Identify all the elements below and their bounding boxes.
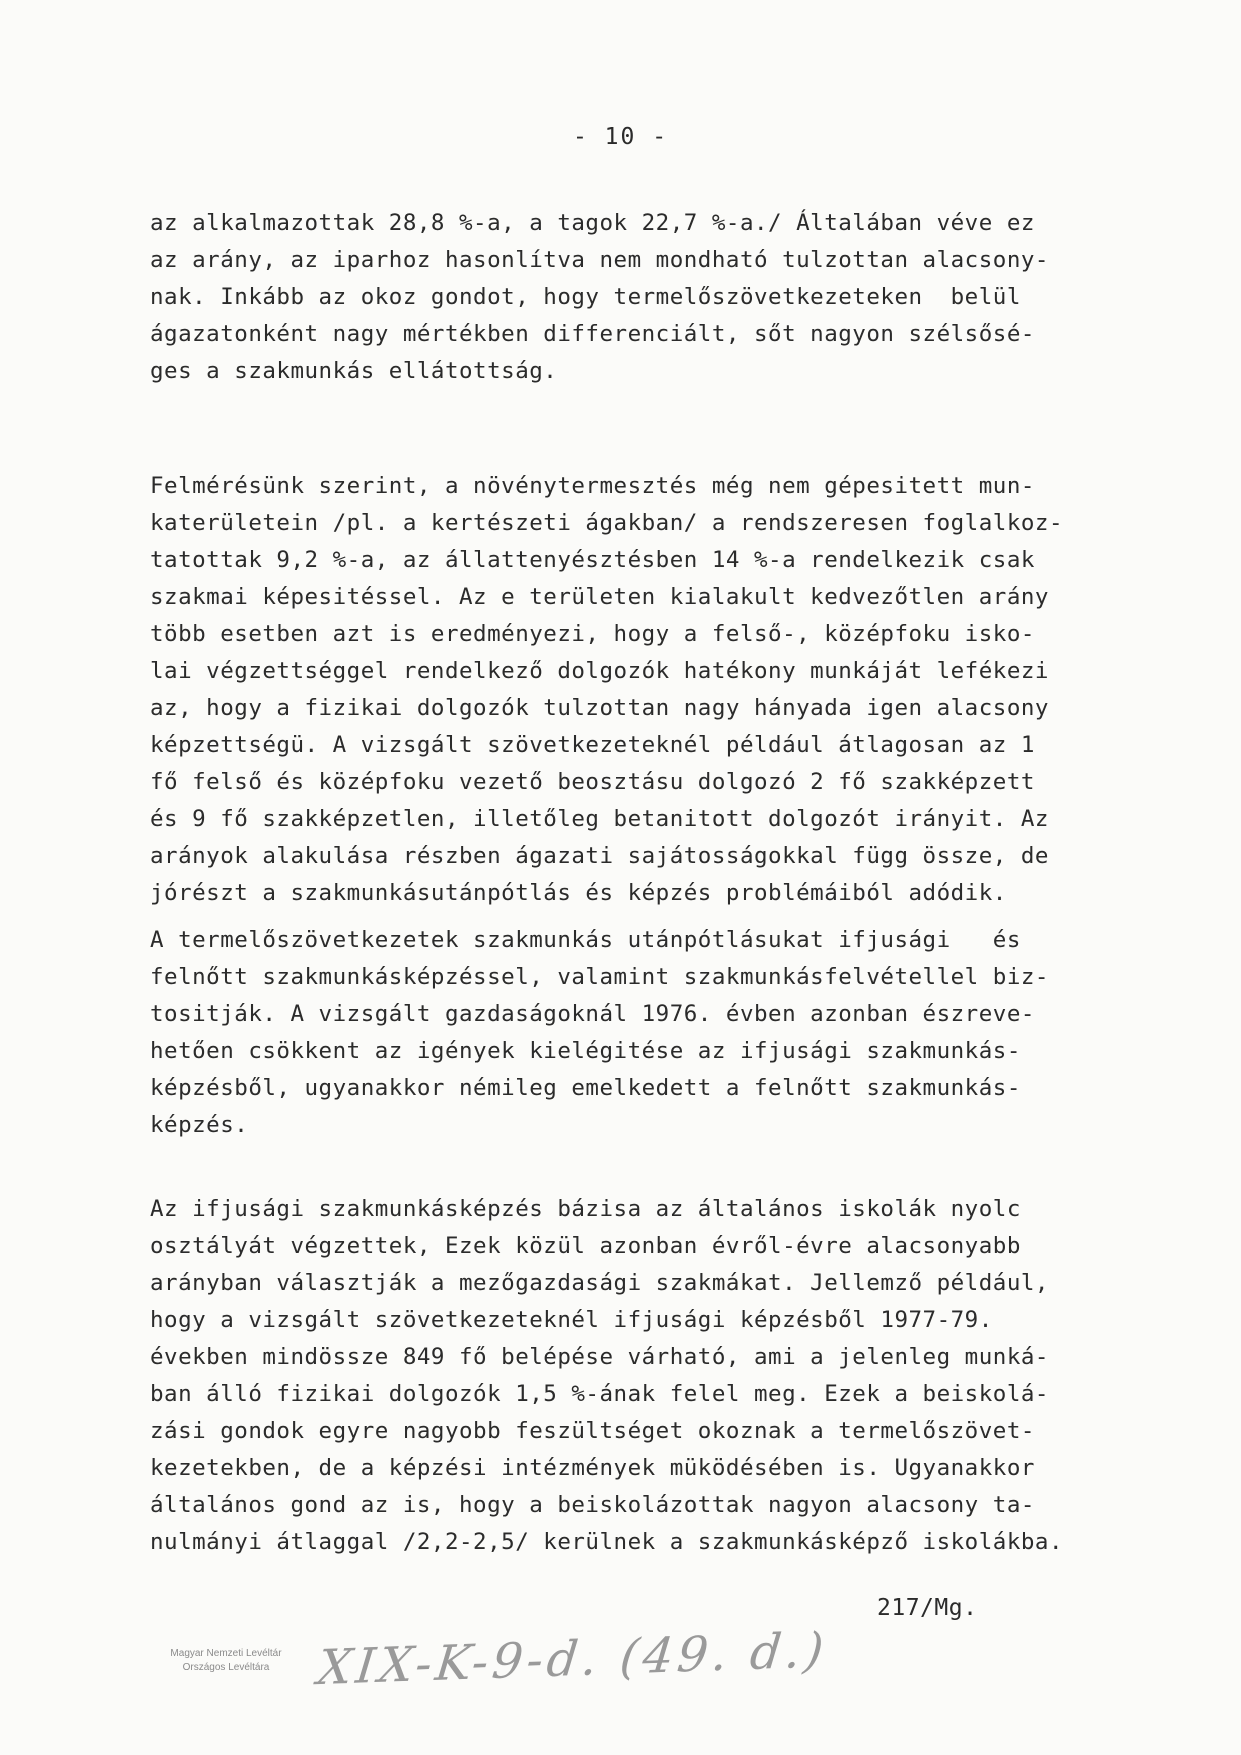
stamp-line: Magyar Nemzeti Levéltár [170, 1648, 282, 1659]
text-line: nulmányi átlaggal /2,2-2,5/ kerülnek a szakmunkásképző iskolákba. [150, 1529, 1063, 1555]
text-line: ges a szakmunkás ellátottság. [150, 358, 558, 384]
text-line: képzésből, ugyanakkor némileg emelkedett a felnőtt szakmunkás- [150, 1075, 1021, 1101]
text-line: nak. Inkább az okoz gondot, hogy termelőszövetkezeteken belül [150, 284, 1021, 310]
handwritten-archive-reference: XIX-K-9-d. (49. d.) [315, 1622, 831, 1697]
text-line: az, hogy a fizikai dolgozók tulzottan nagy hányada igen alacsony [150, 695, 1049, 721]
text-line: Az ifjusági szakmunkásképzés bázisa az általános iskolák nyolc [150, 1196, 1021, 1222]
text-line: több esetben azt is eredményezi, hogy a felső-, középfoku isko- [150, 621, 1035, 647]
text-line: ágazatonként nagy mértékben differenciált, sőt nagyon szélsősé- [150, 321, 1035, 347]
text-line: zási gondok egyre nagyobb feszültséget okoznak a termelőszövet- [150, 1418, 1035, 1444]
text-line: ban álló fizikai dolgozók 1,5 %-ának felel meg. Ezek a beiskolá- [150, 1381, 1049, 1407]
text-line: felnőtt szakmunkásképzéssel, valamint szakmunkásfelvétellel biz- [150, 964, 1049, 990]
page-number: - 10 - [572, 124, 669, 150]
text-line: általános gond az is, hogy a beiskolázottak nagyon alacsony ta- [150, 1492, 1035, 1518]
text-line: tatottak 9,2 %-a, az állattenyésztésben 14 %-a rendelkezik csak [150, 547, 1035, 573]
text-line: az arány, az iparhoz hasonlítva nem mondható tulzottan alacsony- [150, 247, 1049, 273]
text-line: Felmérésünk szerint, a növénytermesztés még nem gépesitett mun- [150, 473, 1035, 499]
text-line: hogy a vizsgált szövetkezeteknél ifjusági képzésből 1977-79. [150, 1307, 993, 1333]
text-line: katerületein /pl. a kertészeti ágakban/ a rendszeresen foglalkoz- [150, 510, 1063, 536]
paragraph [150, 205, 1150, 390]
text-line: arányban választják a mezőgazdasági szakmákat. Jellemző például, [150, 1270, 1049, 1296]
text-line: években mindössze 849 fő belépése várható, ami a jelenleg munká- [150, 1344, 1049, 1370]
paragraph [150, 922, 1150, 1144]
text-line: az alkalmazottak 28,8 %-a, a tagok 22,7 %-a./ Általában véve ez [150, 210, 1035, 236]
text-line: képzés. [150, 1112, 249, 1138]
stamp-line: Országos Levéltára [182, 1662, 270, 1673]
text-line: képzettségü. A vizsgált szövetkezeteknél például átlagosan az 1 [150, 732, 1035, 758]
text-line: fő felső és középfoku vezető beosztásu dolgozó 2 fő szakképzett [150, 769, 1035, 795]
paragraph [150, 1191, 1150, 1561]
text-line: és 9 fő szakképzetlen, illetőleg betanitott dolgozót irányit. Az [150, 806, 1049, 832]
text-line: hetően csökkent az igények kielégitése az ifjusági szakmunkás- [150, 1038, 1021, 1064]
text-line: lai végzettséggel rendelkező dolgozók hatékony munkáját lefékezi [150, 658, 1049, 684]
text-line: szakmai képesitéssel. Az e területen kialakult kedvezőtlen arány [150, 584, 1049, 610]
paragraph [150, 468, 1150, 912]
text-line: kezetekben, de a képzési intézmények müködésében is. Ugyanakkor [150, 1455, 1035, 1481]
text-line: tositják. A vizsgált gazdaságoknál 1976. évben azonban észreve- [150, 1001, 1035, 1027]
archive-stamp [146, 1647, 306, 1675]
text-line: jórészt a szakmunkásutánpótlás és képzés problémáiból adódik. [150, 880, 1007, 906]
text-line: osztályát végzettek, Ezek közül azonban évről-évre alacsonyabb [150, 1233, 1021, 1259]
text-line: arányok alakulása részben ágazati sajátosságokkal függ össze, de [150, 843, 1049, 869]
reference-number: 217/Mg. [877, 1595, 978, 1621]
text-line: A termelőszövetkezetek szakmunkás utánpótlásukat ifjusági és [150, 927, 1021, 953]
